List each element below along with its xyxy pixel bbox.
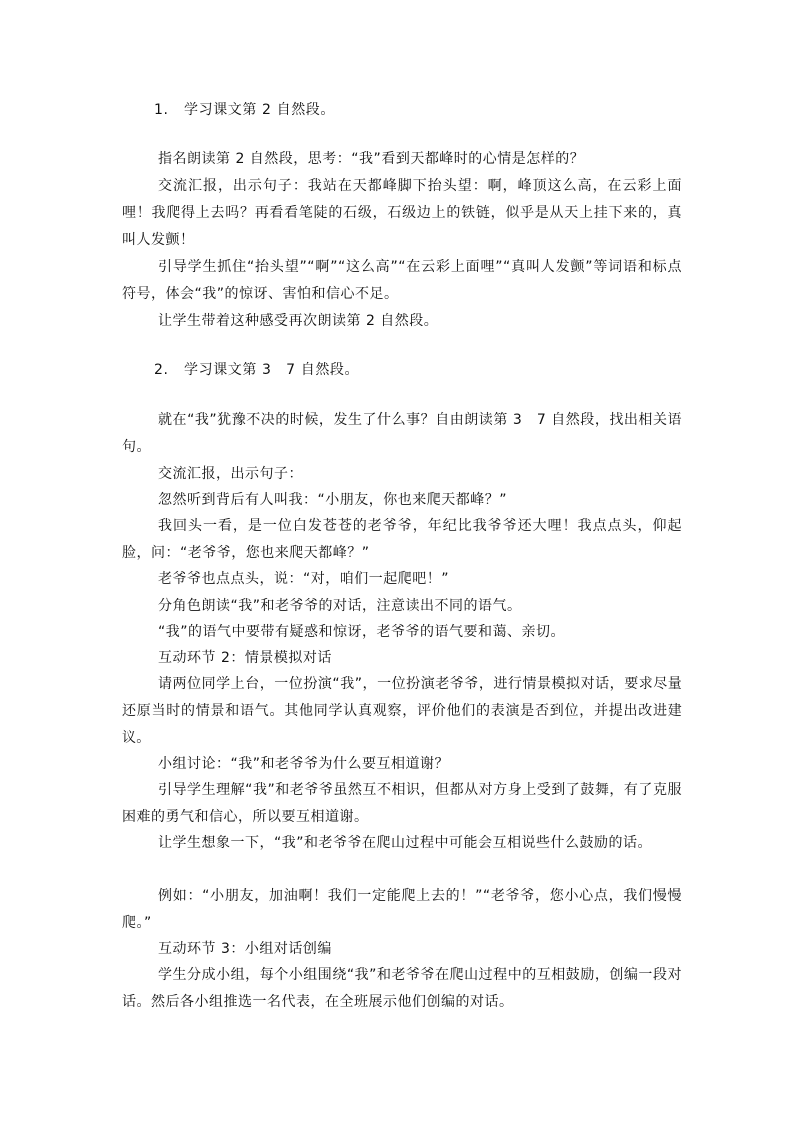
paragraph: 交流汇报，出示句子： <box>158 466 303 482</box>
paragraph: “我”的语气中要带有疑惑和惊讶，老爷爷的语气要和蔼、亲切。 <box>158 624 566 640</box>
paragraph: 分角色朗读“我”和老爷爷的对话，注意读出不同的语气。 <box>158 598 522 614</box>
paragraph: 引导学生理解“我”和老爷爷虽然互不相识，但都从对方身上受到了鼓舞，有了克服困难的勇气和信心，所以要互相道谢。 <box>122 782 682 825</box>
paragraph: 忽然听到背后有人叫我：“小朋友，你也来爬天都峰？” <box>158 492 508 508</box>
paragraph: 引导学生抓住“抬头望”“啊”“这么高”“在云彩上面哩”“真叫人发颤”等词语和标点符号，体会“我”的惊讶、害怕和信心不足。 <box>122 259 682 302</box>
paragraph: 指名朗读第 2 自然段，思考：“我”看到天都峰时的心情是怎样的？ <box>158 151 585 167</box>
section-number-1: 1. <box>154 102 169 118</box>
section-number-2: 2. <box>154 362 169 378</box>
section-heading-2 <box>154 357 359 383</box>
section-title-2: 学习课文第 3 7 自然段。 <box>184 362 360 378</box>
section-title-1: 学习课文第 2 自然段。 <box>184 102 336 118</box>
paragraph: 小组讨论：“我”和老爷爷为什么要互相道谢？ <box>158 756 450 772</box>
paragraph: 老爷爷也点点头，说：“对，咱们一起爬吧！” <box>158 571 450 587</box>
paragraph: 交流汇报，出示句子：我站在天都峰脚下抬头望：啊，峰顶这么高，在云彩上面哩！我爬得上去吗？再看看笔陡的石级，石级边上的铁链，似乎是从天上挂下来的，真叫人发颤！ <box>122 178 682 248</box>
paragraph: 就在“我”犹豫不决的时候，发生了什么事？自由朗读第 3 7 自然段，找出相关语句。 <box>122 412 682 455</box>
section-heading-1 <box>154 97 335 123</box>
paragraph: 请两位同学上台，一位扮演“我”，一位扮演老爷爷，进行情景模拟对话，要求尽量还原当时的情景和语气。其他同学认真观察，评价他们的表演是否到位，并提出改进建议。 <box>122 676 682 746</box>
paragraph: 学生分成小组，每个小组围绕“我”和老爷爷在爬山过程中的互相鼓励，创编一段对话。然后各小组推选一名代表，在全班展示他们创编的对话。 <box>122 967 682 1010</box>
subheading-interactive-2: 互动环节 2：情景模拟对话 <box>158 650 332 666</box>
paragraph: 让学生带着这种感受再次朗读第 2 自然段。 <box>158 313 439 329</box>
paragraph: 我回头一看，是一位白发苍苍的老爷爷，年纪比我爷爷还大哩！我点点头，仰起脸，问：“老爷爷，您也来爬天都峰？” <box>122 518 682 561</box>
paragraph: 让学生想象一下，“我”和老爷爷在爬山过程中可能会互相说些什么鼓励的话。 <box>158 835 653 851</box>
paragraph: 例如：“小朋友，加油啊！我们一定能爬上去的！”“老爷爷，您小心点，我们慢慢爬。” <box>122 888 682 931</box>
subheading-interactive-3: 互动环节 3：小组对话创编 <box>158 941 332 957</box>
